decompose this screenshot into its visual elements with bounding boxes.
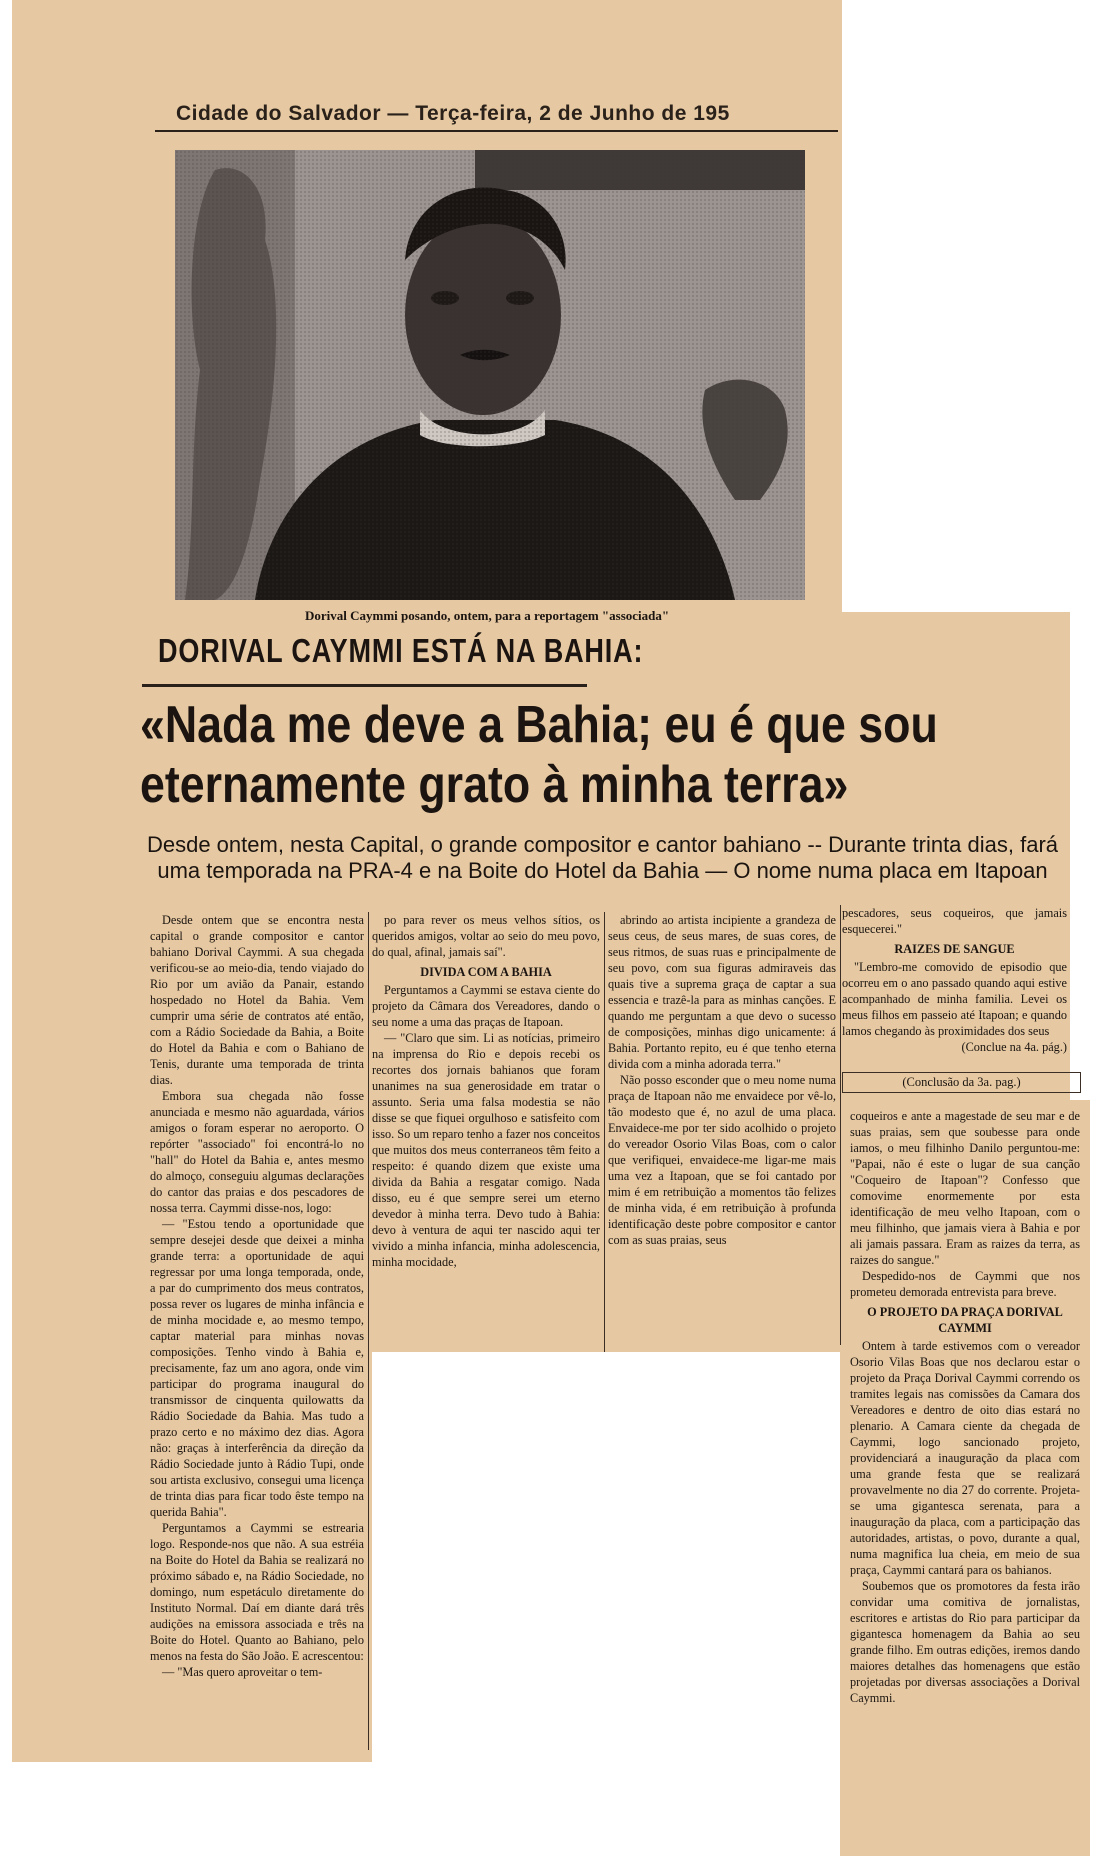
paragraph: "Lembro-me comovido de episodio que ocorreu em o ano passado quando aqui estive acompanhado de minha familia. Levei os meus filhos em passeio até Itapoan; e quando lamos chegando às proximidades dos seus [842, 960, 1067, 1038]
paragraph: — "Mas quero aproveitar o tem- [162, 1665, 323, 1679]
article-column-2 [372, 912, 600, 1270]
column-divider [604, 912, 605, 1352]
column-divider [368, 912, 369, 1750]
paragraph: Despedido-nos de Caymmi que nos prometeu demorada entrevista para breve. [850, 1269, 1080, 1299]
portrait-image [175, 150, 805, 600]
paragraph: abrindo ao artista incipiente a grandeza de seus ceus, de seus mares, de suas cores, de seus ritmos, de suas ruas e principalmente de seu povo, com sua figuras admiraveis das quais tive a suprema graça de captar a sua essencia e trazê-la para as minhas canções. E quando me perguntam a que devo o sucesso de composições, minhas digo unicamente: á Bahia. Portanto repito, eu é que tenho eterna divida com a minha adorada terra." [608, 913, 836, 1071]
paragraph: po para rever os meus velhos sítios, os queridos amigos, voltar ao seio do meu povo, do qual, afinal, jamais saí". [372, 913, 600, 959]
column-divider [840, 905, 841, 1345]
subheading-divida: DIVIDA COM A BAHIA [420, 965, 552, 979]
photo-caption: Dorival Caymmi posando, ontem, para a reportagem "associada" [305, 608, 670, 623]
masthead: Cidade do Salvador — Terça-feira, 2 de Junho de 195 [176, 102, 730, 125]
article-column-3 [608, 912, 836, 1248]
paragraph: Ontem à tarde estivemos com o vereador Osorio Vilas Boas que nos declarou estar o projeto da Praça Dorival Caymmi correndo os tramites legais nas comissões da Camara dos Vereadores e dentro de oito dias estará no plenario. A Camara ciente da chegada de Caymmi, logo sancionado projeto, providenciará a inauguração da placa com uma grande festa que se realizará provavelmente no dia 27 do corrente. Projeta-se uma gigantesca serenata, para a inauguração da placa, com a participação das autoridades, artistas, o povo, durante a qual, numa magnifica lua cheia, em meio de sua praça, Caymmi cantará para os bahianos. [850, 1339, 1080, 1577]
paragraph: — "Estou tendo a oportunidade que sempre desejei desde que deixei a minha grande terra: a oportunidade de aqui regressar por uma longa temporada, onde, a par do cumprimento dos meus contratos, possa rever os lugares de minha infância e de minha mocidade e, ao mesmo tempo, captar material para minhas novas composições. Tenho vindo à Bahia e, precisamente, faz um ano agora, onde vim participar do programa inaugural do transmissor de cinquenta quilowatts da Rádio Sociedade da Bahia. Mas tudo a prazo certo e no máximo dez dias. Agora não: graças à interferência da direção da Rádio Sociedade junto à Rádio Tupi, onde sou artista exclusivo, consegui uma licença de trinta dias para ficar todo êste tempo na querida Bahia". [150, 1217, 364, 1519]
article-column-continuation [850, 1108, 1080, 1706]
article-column-1 [150, 912, 364, 1680]
paragraph: Soubemos que os promotores da festa irão convidar uma comitiva de jornalistas, escritores e artistas do Rio para participar da gigantesca homenagem da Bahia ao seu grande filho. Em outras edições, iremos dando maiores detalhes das homenagens que estão projetadas por diversas associações a Dorival Caymmi. [850, 1579, 1080, 1705]
paragraph: Perguntamos a Caymmi se estava ciente do projeto da Câmara dos Vereadores, dando o seu nome a uma das praças de Itapoan. [372, 983, 600, 1029]
subheading-projeto: O PROJETO DA PRAÇA DORIVAL CAYMMI [867, 1305, 1063, 1335]
paragraph: — "Claro que sim. Li as notícias, primeiro na imprensa do Rio e depois recebi os recortes dos jornais bahianos que foram unanimes na sua generosidade em tratar o assunto. Seria uma falsa modestia se não disse se que fiquei orgulhoso e satisfeito com isso. So um reparo tenho a fazer nos conceitos que muitos dos meus conterraneos têm feito a respeito: é quando dizem que existe uma divida da Bahia a resgatar comigo. Nada disso, eu é que sempre serei um eterno devedor à minha terra. Devo tudo à Bahia: devo à ventura de aqui ter nascido aqui ter vivido a minha infancia, minha adolescencia, minha mocidade, [372, 1031, 600, 1269]
article-column-4 [842, 905, 1067, 1055]
paragraph: pescadores, seus coqueiros, que jamais esquecerei." [842, 906, 1067, 936]
subheading-raizes: RAIZES DE SANGUE [894, 942, 1015, 956]
paragraph: Desde ontem que se encontra nesta capital o grande compositor e cantor bahiano Dorival Caymmi. A sua chegada verificou-se ao meio-dia, tendo viajado do Rio por um avião da Panair, estando hospedado no Hotel da Bahia. Vem cumprir uma série de contratos até então, com a Rádio Sociedade da Bahia, a Boite do Hotel da Bahia e com o Bahiano de Tenis, durante uma temporada de trinta dias. [150, 913, 364, 1087]
paragraph: Perguntamos a Caymmi se estrearia logo. Responde-nos que não. A sua estréia na Boite do Hotel da Bahia se realizará no próximo sábado e, na Rádio Sociedade, no domingo, num espetáculo diretamente do Instituto Normal. Daí em diante dará três audições na emissora associada e três na Boite do Hotel. Quanto ao Bahiano, pelo menos na festa do São João. E acrescentou: [150, 1521, 364, 1663]
portrait-photo [175, 150, 805, 600]
kicker-heading: DORIVAL CAYMMI ESTÁ NA BAHIA: [158, 632, 644, 669]
continuation-note: (Conclue na 4a. pág.) [961, 1040, 1067, 1054]
masthead-rule [155, 130, 838, 132]
subheadline-deck: Desde ontem, nesta Capital, o grande compositor e cantor bahiano -- Durante trinta dias, fará uma temporada na PRA-4 e na Boite do Hotel da Bahia — O nome numa placa em Itapoan [146, 832, 1059, 883]
kicker-rule [142, 684, 587, 687]
paragraph: Embora sua chegada não fosse anunciada e mesmo não aguardada, vários amigos o foram esperar no aeroporto. O repórter "associado" foi encontrá-lo no "hall" do Hotel da Bahia e, antes mesmo do almoço, conseguiu algumas declarações do cantor das praias e dos pescadores de nossa terra. Caymmi disse-nos, logo: [150, 1089, 364, 1215]
paragraph: Não posso esconder que o meu nome numa praça de Itapoan não me envaidece por vê-lo, tão modesto que é, no azul de uma placa. Envaidece-me por ter sido acolhido o projeto do vereador Osorio Vilas Boas, com o calor que verifiquei, envaidece-me ligar-me mais uma vez a Itapoan, que se foi cantado por mim é em retribuição a momentos tão felizes de minha vida, é em retribuição à profunda identificação deste pobre compositor e cantor com as suas praias, seus [608, 1073, 836, 1247]
paragraph: coqueiros e ante a magestade de seu mar e de suas praias, sem que soubesse para onde iamos, o meu filhinho Danilo perguntou-me: "Papai, não é este o lugar de sua canção "Coqueiro de Itapoan"? Confesso que comovime enormemente por esta identificação de meu velho Itapoan, com o meu filhinho, que jamais viera à Bahia e por ali jamais passara. Eram as raizes da terra, as raizes do sangue." [850, 1109, 1080, 1267]
headline: «Nada me deve a Bahia; eu é que sou eternamente grato à minha terra» [140, 696, 938, 814]
continuation-header: (Conclusão da 3a. pag.) [842, 1072, 1081, 1093]
